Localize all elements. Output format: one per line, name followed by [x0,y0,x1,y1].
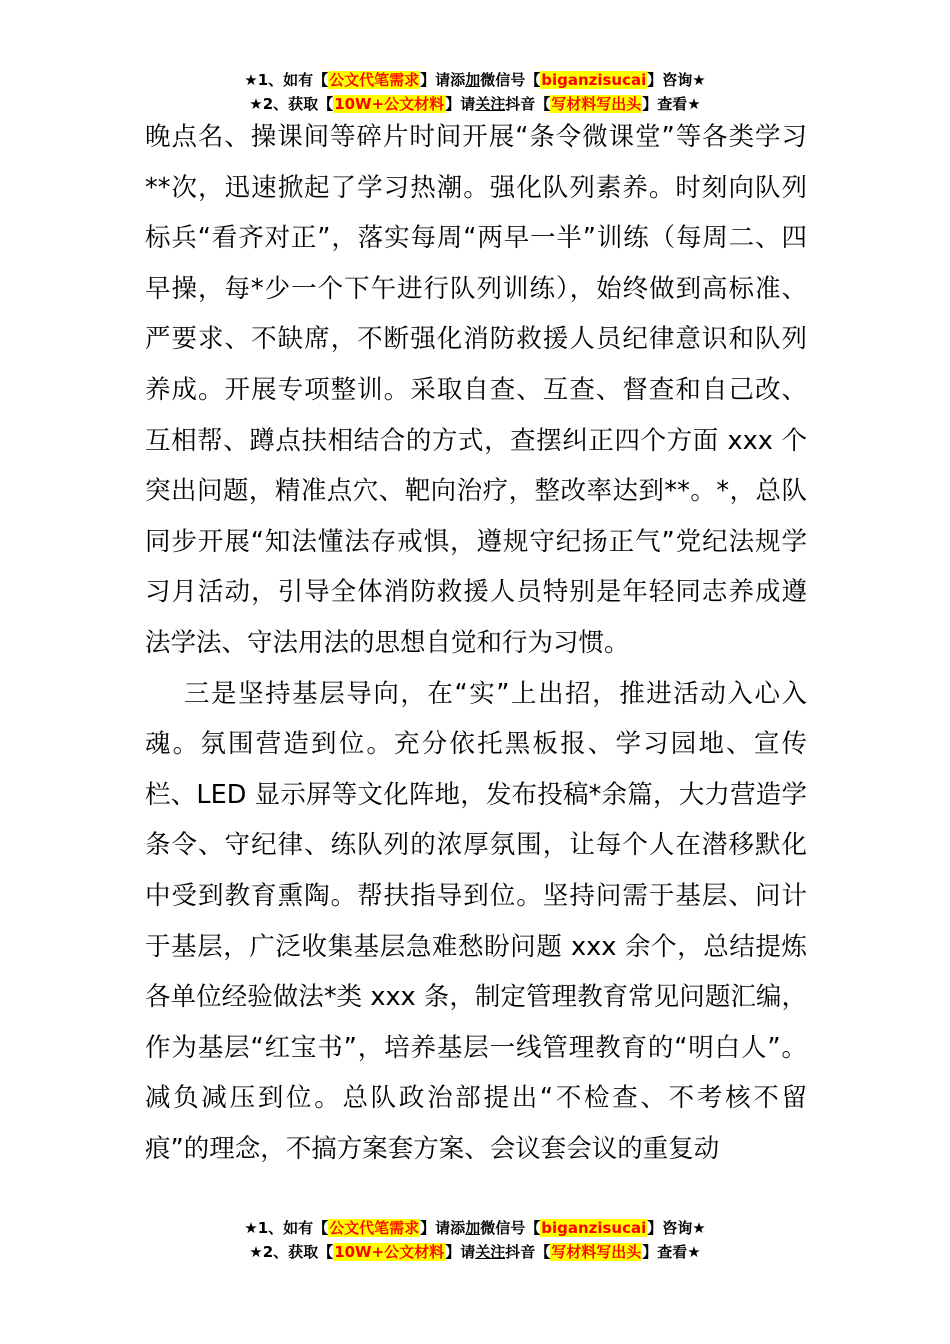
banner-text: 】请添 [420,71,466,89]
banner-text: 】咨询★ [647,1219,706,1237]
banner-text: 微信号【 [480,1219,541,1237]
highlighted-text: 写材料写出头 [551,95,642,113]
highlighted-text: 10W+公文材料 [334,1243,445,1261]
highlighted-text: biganzisucai [541,71,647,89]
underlined-text: 关注 [475,1243,506,1261]
banner-line-1 [0,68,950,92]
banner-text: 】请 [445,1243,476,1261]
body-paragraph: 晚点名、操课间等碎片时间开展“条令微课堂”等各类学习**次，迅速掀起了学习热潮。强化队列素养。时刻向队列标兵“看齐对正”，落实每周“两早一半”训练（每周二、四早操，每*少一个下午进行队列训练），始终做到高标准、严要求、不缺席，不断强化消防救援人员纪律意识和队列养成。开展专项整训。采取自查、互查、督查和自己改、互相帮、蹲点扶相结合的方式，查摆纠正四个方面 xxx 个突出问题，精准点穴、靶向治疗，整改率达到**。*，总队同步开展“知法懂法存戒惧，遵规守纪扬正气”党纪法规学习月活动，引导全体消防救援人员特别是年轻同志养成遵法学法、守法用法的思想自觉和行为习惯。 [145,122,807,658]
banner-text: 】请添 [420,1219,466,1237]
highlighted-text: 写材料写出头 [551,1243,642,1261]
footer-banner [0,1216,950,1264]
banner-text: ★1、如有【 [244,1219,329,1237]
banner-text: 】请 [445,95,476,113]
underlined-text: 关注 [475,95,506,113]
underlined-text: 加 [465,1219,481,1237]
banner-text: 】咨询★ [647,71,706,89]
highlighted-text: 公文代笔需求 [329,71,420,89]
highlighted-text: biganzisucai [541,1219,647,1237]
header-banner [0,68,950,116]
highlighted-text: 公文代笔需求 [329,1219,420,1237]
banner-text: 抖音【 [505,95,551,113]
banner-text: 】查看★ [642,1243,701,1261]
highlighted-text: 10W+公文材料 [334,95,445,113]
banner-text: 】查看★ [642,95,701,113]
banner-line-1 [0,1216,950,1240]
banner-text: ★2、获取【 [249,95,334,113]
banner-text: ★2、获取【 [249,1243,334,1261]
banner-text: 抖音【 [505,1243,551,1261]
banner-line-2 [0,1240,950,1264]
banner-text: 微信号【 [480,71,541,89]
banner-text: ★1、如有【 [244,71,329,89]
underlined-text: 加 [465,71,481,89]
document-body [145,112,807,1174]
body-paragraph: 三是坚持基层导向，在“实”上出招，推进活动入心入魂。氛围营造到位。充分依托黑板报、学习园地、宣传栏、LED 显示屏等文化阵地，发布投稿*余篇，大力营造学条令、守纪律、练队列的浓厚氛围，让每个人在潜移默化中受到教育熏陶。帮扶指导到位。坚持问需于基层、问计于基层，广泛收集基层急难愁盼问题 xxx 余个，总结提炼各单位经验做法*类 xxx 条，制定管理教育常见问题汇编，作为基层“红宝书”，培养基层一线管理教育的“明白人”。减负减压到位。总队政治部提出“不检查、不考核不留痕”的理念，不搞方案套方案、会议套会议的重复动 [145,678,807,1164]
